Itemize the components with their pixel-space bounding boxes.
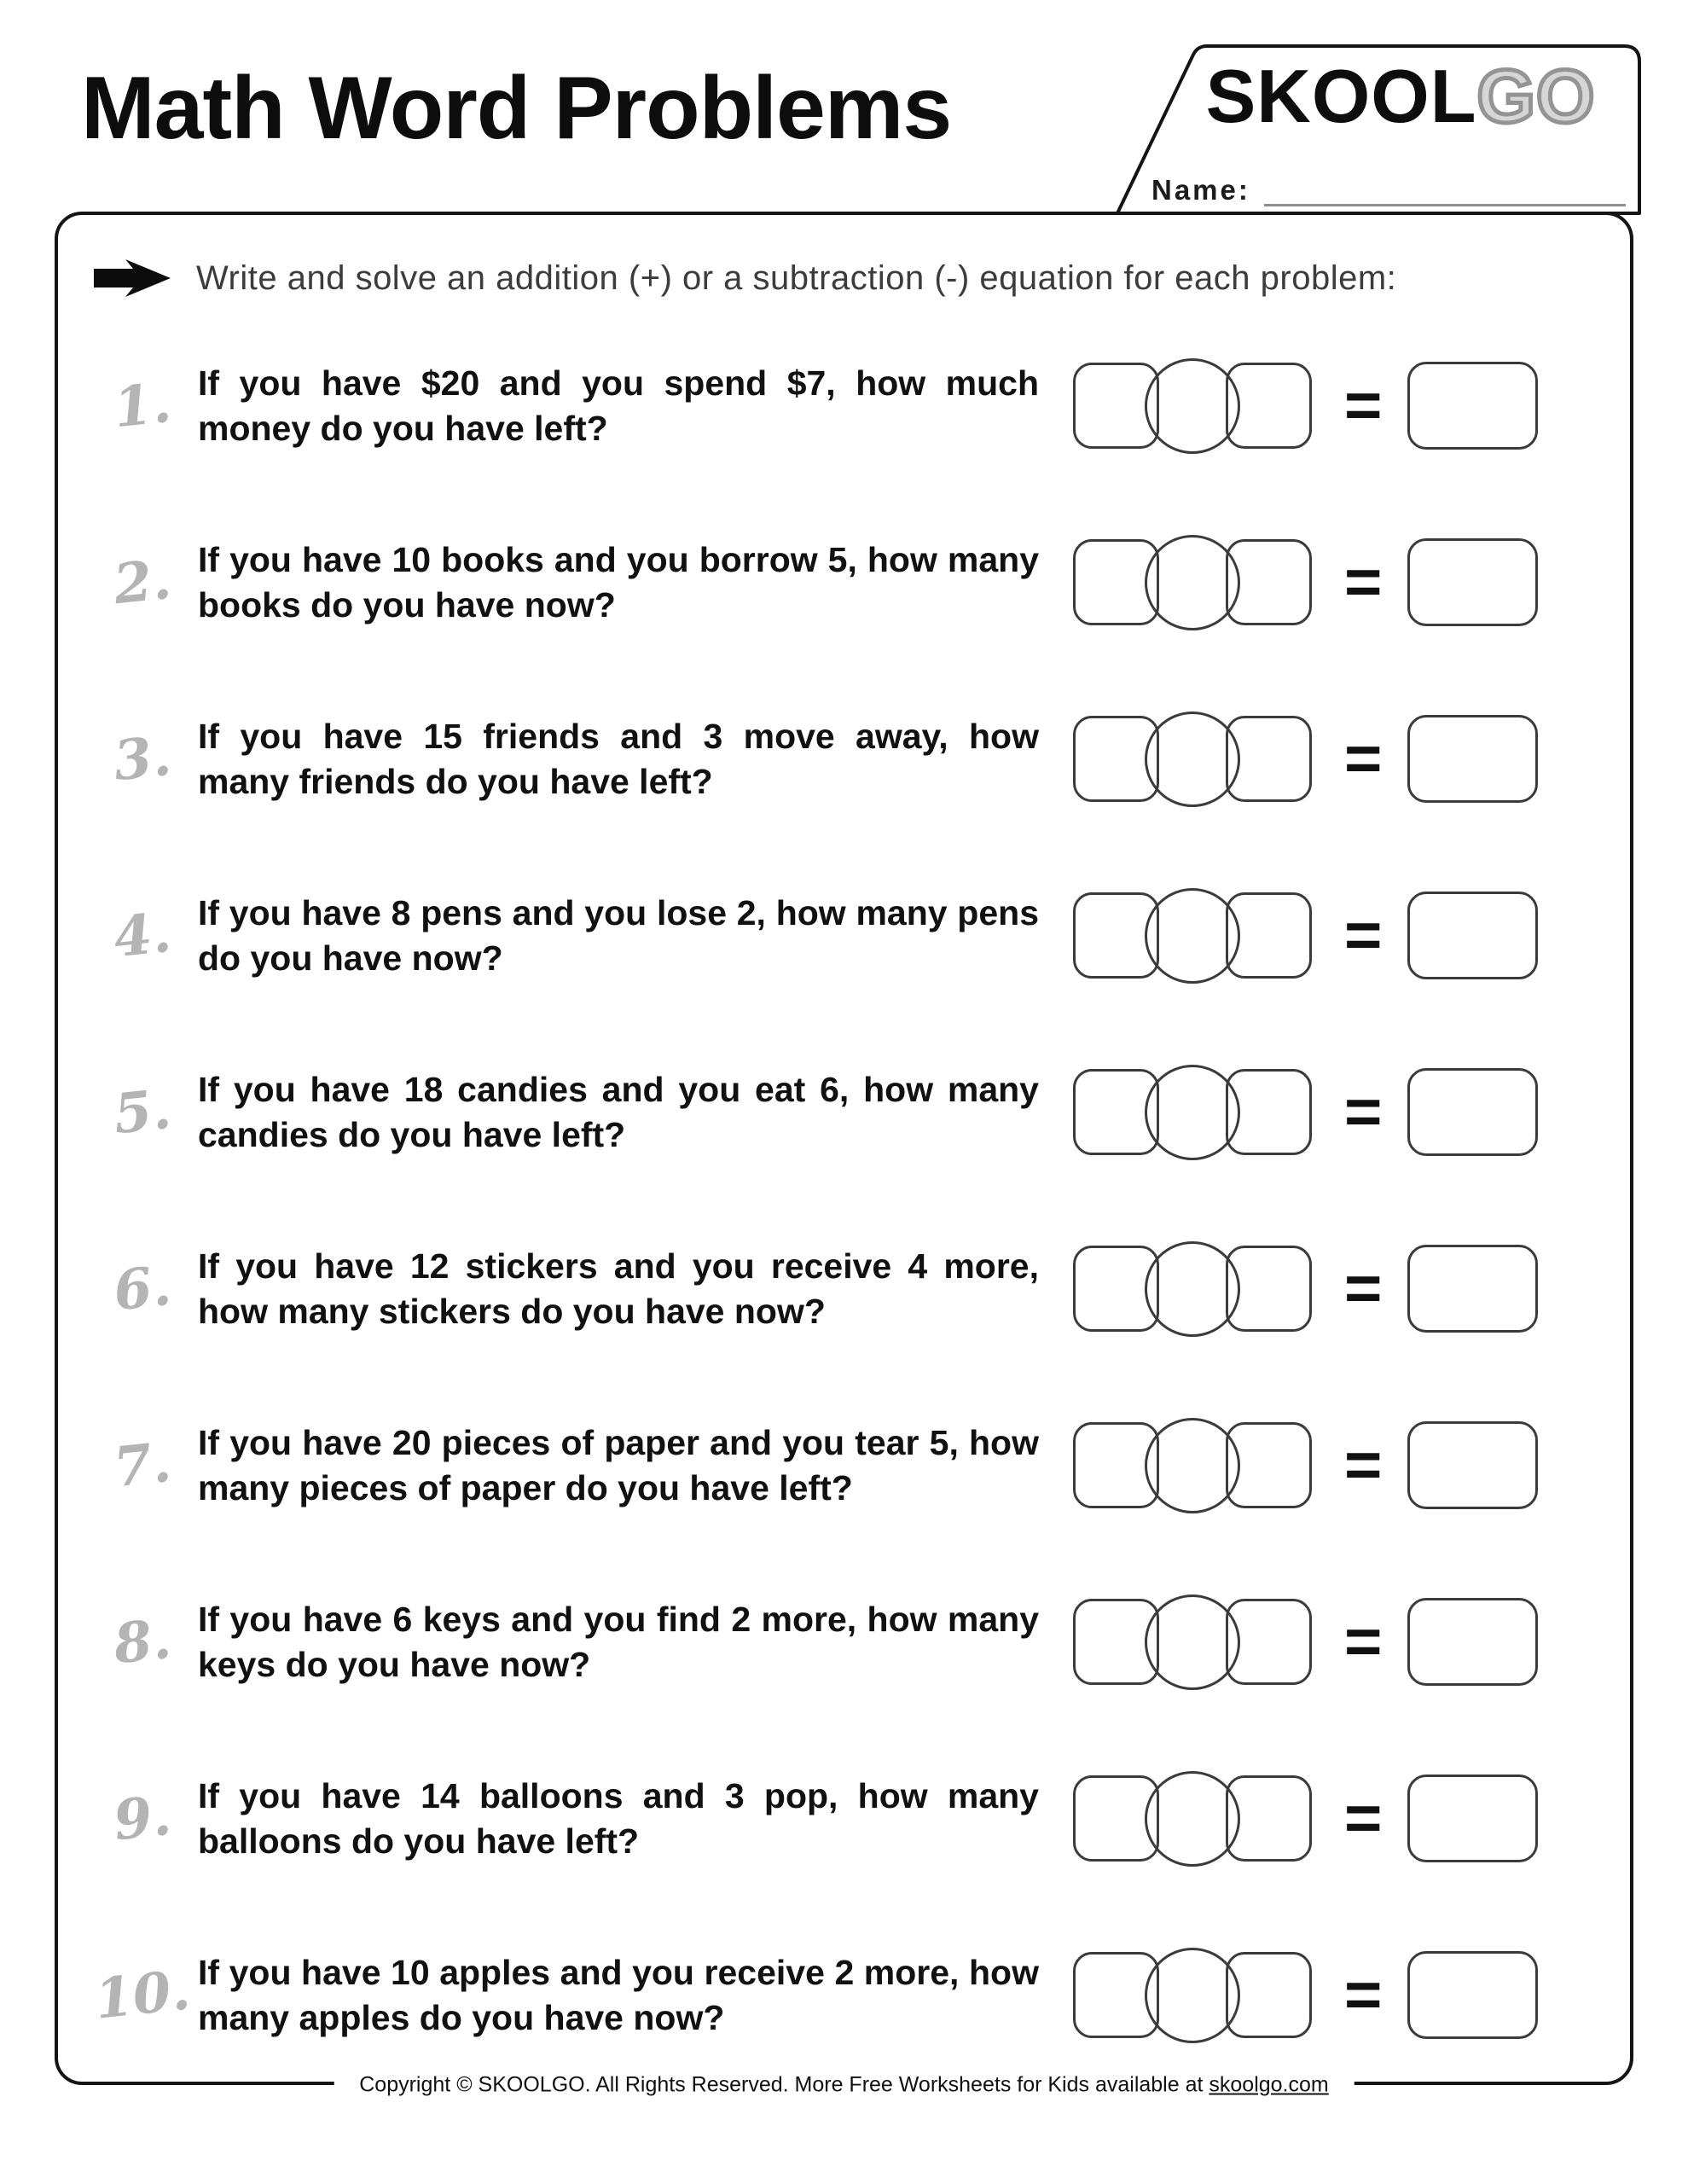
problem-number: 7. — [110, 1430, 175, 1501]
problem-row — [58, 1907, 1630, 2083]
problem-number: 10. — [91, 1958, 194, 2032]
second-number-box[interactable] — [1226, 1246, 1312, 1332]
equals-sign: = — [1344, 1075, 1383, 1148]
problem-number: 9. — [110, 1783, 175, 1854]
problem-text: If you have $20 and you spend $7, how much money do you have left? — [198, 363, 1039, 448]
problem-row — [58, 1200, 1630, 1377]
name-row — [1151, 174, 1626, 206]
problem-row — [58, 1554, 1630, 1730]
equals-sign: = — [1344, 898, 1383, 972]
equals-sign: = — [1344, 545, 1383, 619]
worksheet-frame — [55, 212, 1633, 2085]
problem-text: If you have 12 stickers and you receive 4 more, how many stickers do you have now? — [198, 1246, 1039, 1331]
footer-text: Copyright © SKOOLGO. All Rights Reserved. More Free Worksheets for Kids available at — [359, 2072, 1209, 2097]
answer-box[interactable] — [1407, 1068, 1538, 1156]
problem-row — [58, 317, 1630, 494]
problem-number: 6. — [110, 1253, 175, 1324]
second-number-box[interactable] — [1226, 1422, 1312, 1508]
problem-text: If you have 6 keys and you find 2 more, how many keys do you have now? — [198, 1600, 1039, 1684]
equals-sign: = — [1344, 1605, 1383, 1678]
problem-row — [58, 847, 1630, 1024]
second-number-box[interactable] — [1226, 539, 1312, 625]
problems-list — [58, 317, 1630, 2083]
problem-text: If you have 20 pieces of paper and you tear 5, how many pieces of paper do you have left? — [198, 1423, 1039, 1507]
problem-number: 2. — [110, 547, 175, 618]
equation-area — [1047, 1594, 1630, 1690]
brand-logo-primary: SKOOL — [1205, 54, 1477, 138]
footer — [334, 2073, 1354, 2098]
second-number-box[interactable] — [1226, 363, 1312, 449]
second-number-box[interactable] — [1226, 1775, 1312, 1862]
answer-box[interactable] — [1407, 1421, 1538, 1509]
instruction-row — [90, 258, 1396, 299]
second-number-box[interactable] — [1226, 716, 1312, 802]
footer-link[interactable]: skoolgo.com — [1209, 2072, 1329, 2097]
instruction-text: Write and solve an addition (+) or a subtraction (-) equation for each problem: — [196, 258, 1397, 297]
problem-row — [58, 1730, 1630, 1907]
problem-number: 5. — [110, 1077, 175, 1147]
equation-area — [1047, 1065, 1630, 1160]
problem-text: If you have 18 candies and you eat 6, how many candies do you have left? — [198, 1070, 1039, 1154]
answer-box[interactable] — [1407, 1245, 1538, 1333]
second-number-box[interactable] — [1226, 892, 1312, 979]
second-number-box[interactable] — [1226, 1069, 1312, 1155]
arrow-icon — [90, 258, 172, 299]
problem-text: If you have 10 apples and you receive 2 more, how many apples do you have now? — [198, 1953, 1039, 2037]
equation-area — [1047, 1771, 1630, 1867]
equals-sign: = — [1344, 1781, 1383, 1855]
equation-area — [1047, 535, 1630, 630]
name-input-line[interactable] — [1264, 178, 1626, 206]
equals-sign: = — [1344, 1428, 1383, 1502]
answer-box[interactable] — [1407, 1598, 1538, 1686]
equation-area — [1047, 712, 1630, 807]
equation-area — [1047, 1418, 1630, 1513]
equals-sign: = — [1344, 369, 1383, 442]
answer-box[interactable] — [1407, 892, 1538, 979]
equals-sign: = — [1344, 1958, 1383, 2031]
brand-logo — [1170, 53, 1631, 140]
problem-text: If you have 8 pens and you lose 2, how many pens do you have now? — [198, 893, 1039, 978]
brand-logo-secondary: GO — [1476, 54, 1596, 138]
problem-row — [58, 671, 1630, 847]
problem-text: If you have 10 books and you borrow 5, how many books do you have now? — [198, 540, 1039, 624]
equals-sign: = — [1344, 722, 1383, 795]
problem-number: 1. — [110, 370, 175, 441]
problem-row — [58, 1377, 1630, 1554]
problem-text: If you have 15 friends and 3 move away, how many friends do you have left? — [198, 717, 1039, 801]
equation-area — [1047, 1948, 1630, 2043]
answer-box[interactable] — [1407, 715, 1538, 803]
answer-box[interactable] — [1407, 538, 1538, 626]
equals-sign: = — [1344, 1252, 1383, 1325]
answer-box[interactable] — [1407, 362, 1538, 450]
equation-area — [1047, 1241, 1630, 1337]
second-number-box[interactable] — [1226, 1599, 1312, 1685]
equation-area — [1047, 358, 1630, 454]
second-number-box[interactable] — [1226, 1952, 1312, 2038]
problem-number: 4. — [110, 900, 175, 971]
problem-row — [58, 494, 1630, 671]
answer-box[interactable] — [1407, 1774, 1538, 1862]
name-label: Name: — [1151, 174, 1250, 206]
problem-text: If you have 14 balloons and 3 pop, how many balloons do you have left? — [198, 1776, 1039, 1861]
equation-area — [1047, 888, 1630, 984]
problem-number: 8. — [110, 1606, 175, 1677]
page-title: Math Word Problems — [81, 59, 952, 158]
problem-row — [58, 1024, 1630, 1200]
problem-number: 3. — [110, 723, 175, 794]
answer-box[interactable] — [1407, 1951, 1538, 2039]
